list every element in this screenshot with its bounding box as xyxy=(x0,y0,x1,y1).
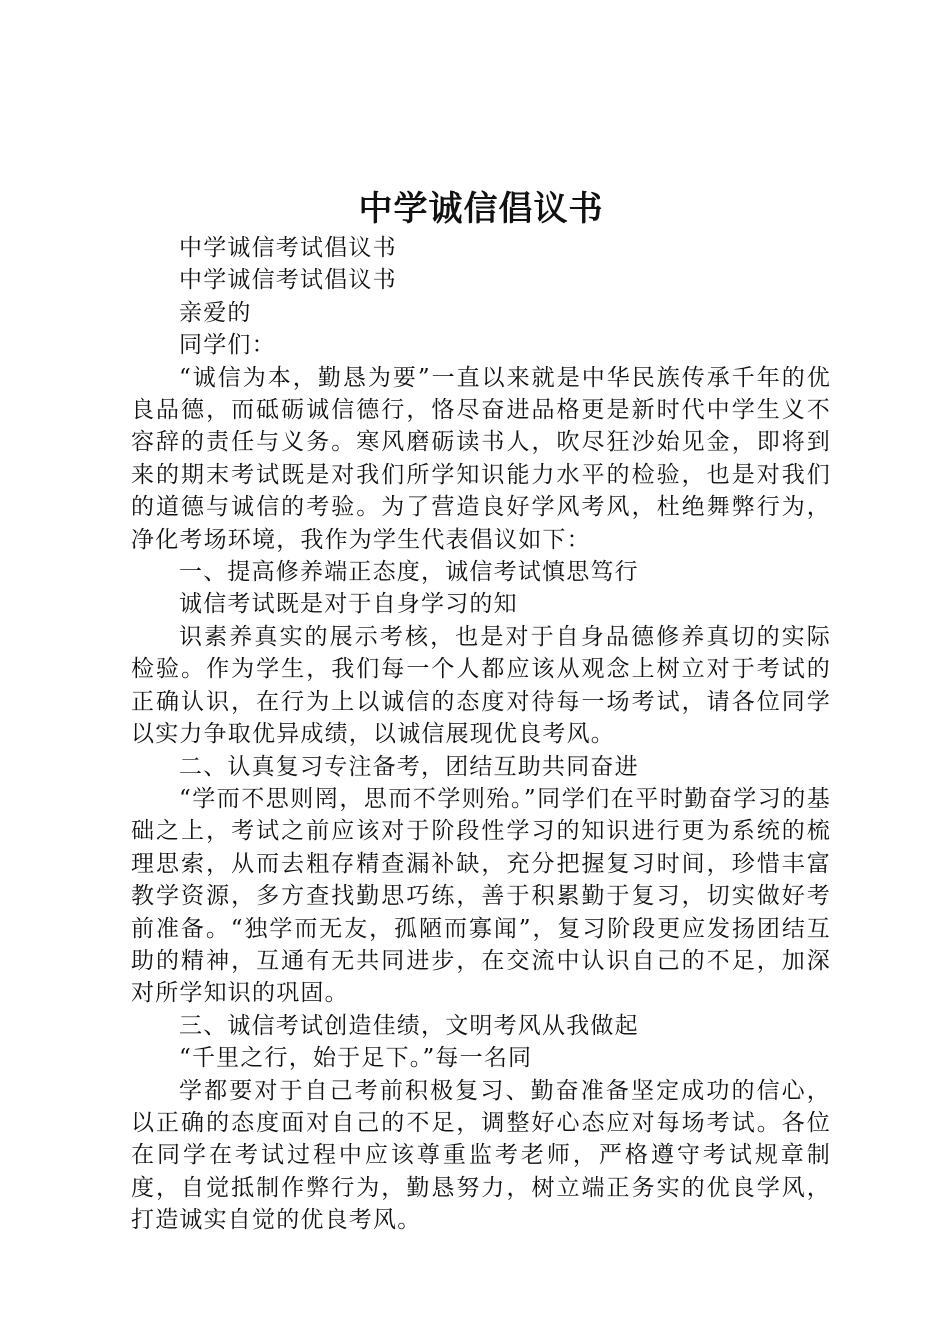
paragraph-section-3a: “千里之行，始于足下。”每一名同 xyxy=(179,1045,533,1072)
paragraph-section-1b: 识素养真实的展示考核，也是对于自身品德修养真切的实际检验。作为学生，我们每一个人都应该从观念上树立对于考试的正确认识，在行为上以诚信的态度对待每一场考试，请各位同学以实力争取优异成绩，以诚信展现优良考风。 xyxy=(131,623,831,748)
heading-section-1: 一、提高修养端正态度，诚信考试慎思笃行 xyxy=(179,559,639,586)
paragraph-subtitle-1: 中学诚信考试倡议书 xyxy=(179,235,397,261)
paragraph-section-1a: 诚信考试既是对于自身学习的知 xyxy=(179,591,518,618)
paragraph-salutation-1: 亲爱的 xyxy=(179,299,252,326)
document-title: 中学诚信倡议书 xyxy=(358,189,604,229)
heading-section-2: 二、认真复习专注备考，团结互助共同奋进 xyxy=(179,753,639,780)
paragraph-intro: “诚信为本，勤恳为要”一直以来就是中华民族传承千年的优良品德，而砥砺诚信德行，恪尽奋进品格更是新时代中学生义不容辞的责任与义务。寒风磨砺读书人，吹尽狂沙始见金，即将到来的期末考试既是对我们所学知识能力水平的检验，也是对我们的道德与诚信的考验。为了营造良好学风考风，杜绝舞弊行为，净化考场环境，我作为学生代表倡议如下： xyxy=(131,364,831,553)
paragraph-section-2: “学而不思则罔，思而不学则殆。”同学们在平时勤奋学习的基础之上，考试之前应该对于阶段性学习的知识进行更为系统的梳理思索，从而去粗存精查漏补缺，充分把握复习时间，珍惜丰富教学资源，多方查找勤思巧练，善于积累勤于复习，切实做好考前准备。“独学而无友，孤陋而寡闻”，复习阶段更应发扬团结互助的精神，互通有无共同进步，在交流中认识自己的不足，加深对所学知识的巩固。 xyxy=(131,785,831,1007)
paragraph-subtitle-2: 中学诚信考试倡议书 xyxy=(179,267,397,294)
paragraph-salutation-2: 同学们： xyxy=(179,332,276,359)
document-body xyxy=(131,232,831,1237)
paragraph-section-3b: 学都要对于自己考前积极复习、勤奋准备坚定成功的信心，以正确的态度面对自己的不足，调整好心态应对每场考试。各位在同学在考试过程中应该尊重监考老师，严格遵守考试规章制度，自觉抵制作弊行为，勤恳努力，树立端正务实的优良学风，打造诚实自觉的优良考风。 xyxy=(131,1077,831,1234)
heading-section-3: 三、诚信考试创造佳绩，文明考风从我做起 xyxy=(179,1012,639,1039)
document-page xyxy=(131,0,831,1344)
